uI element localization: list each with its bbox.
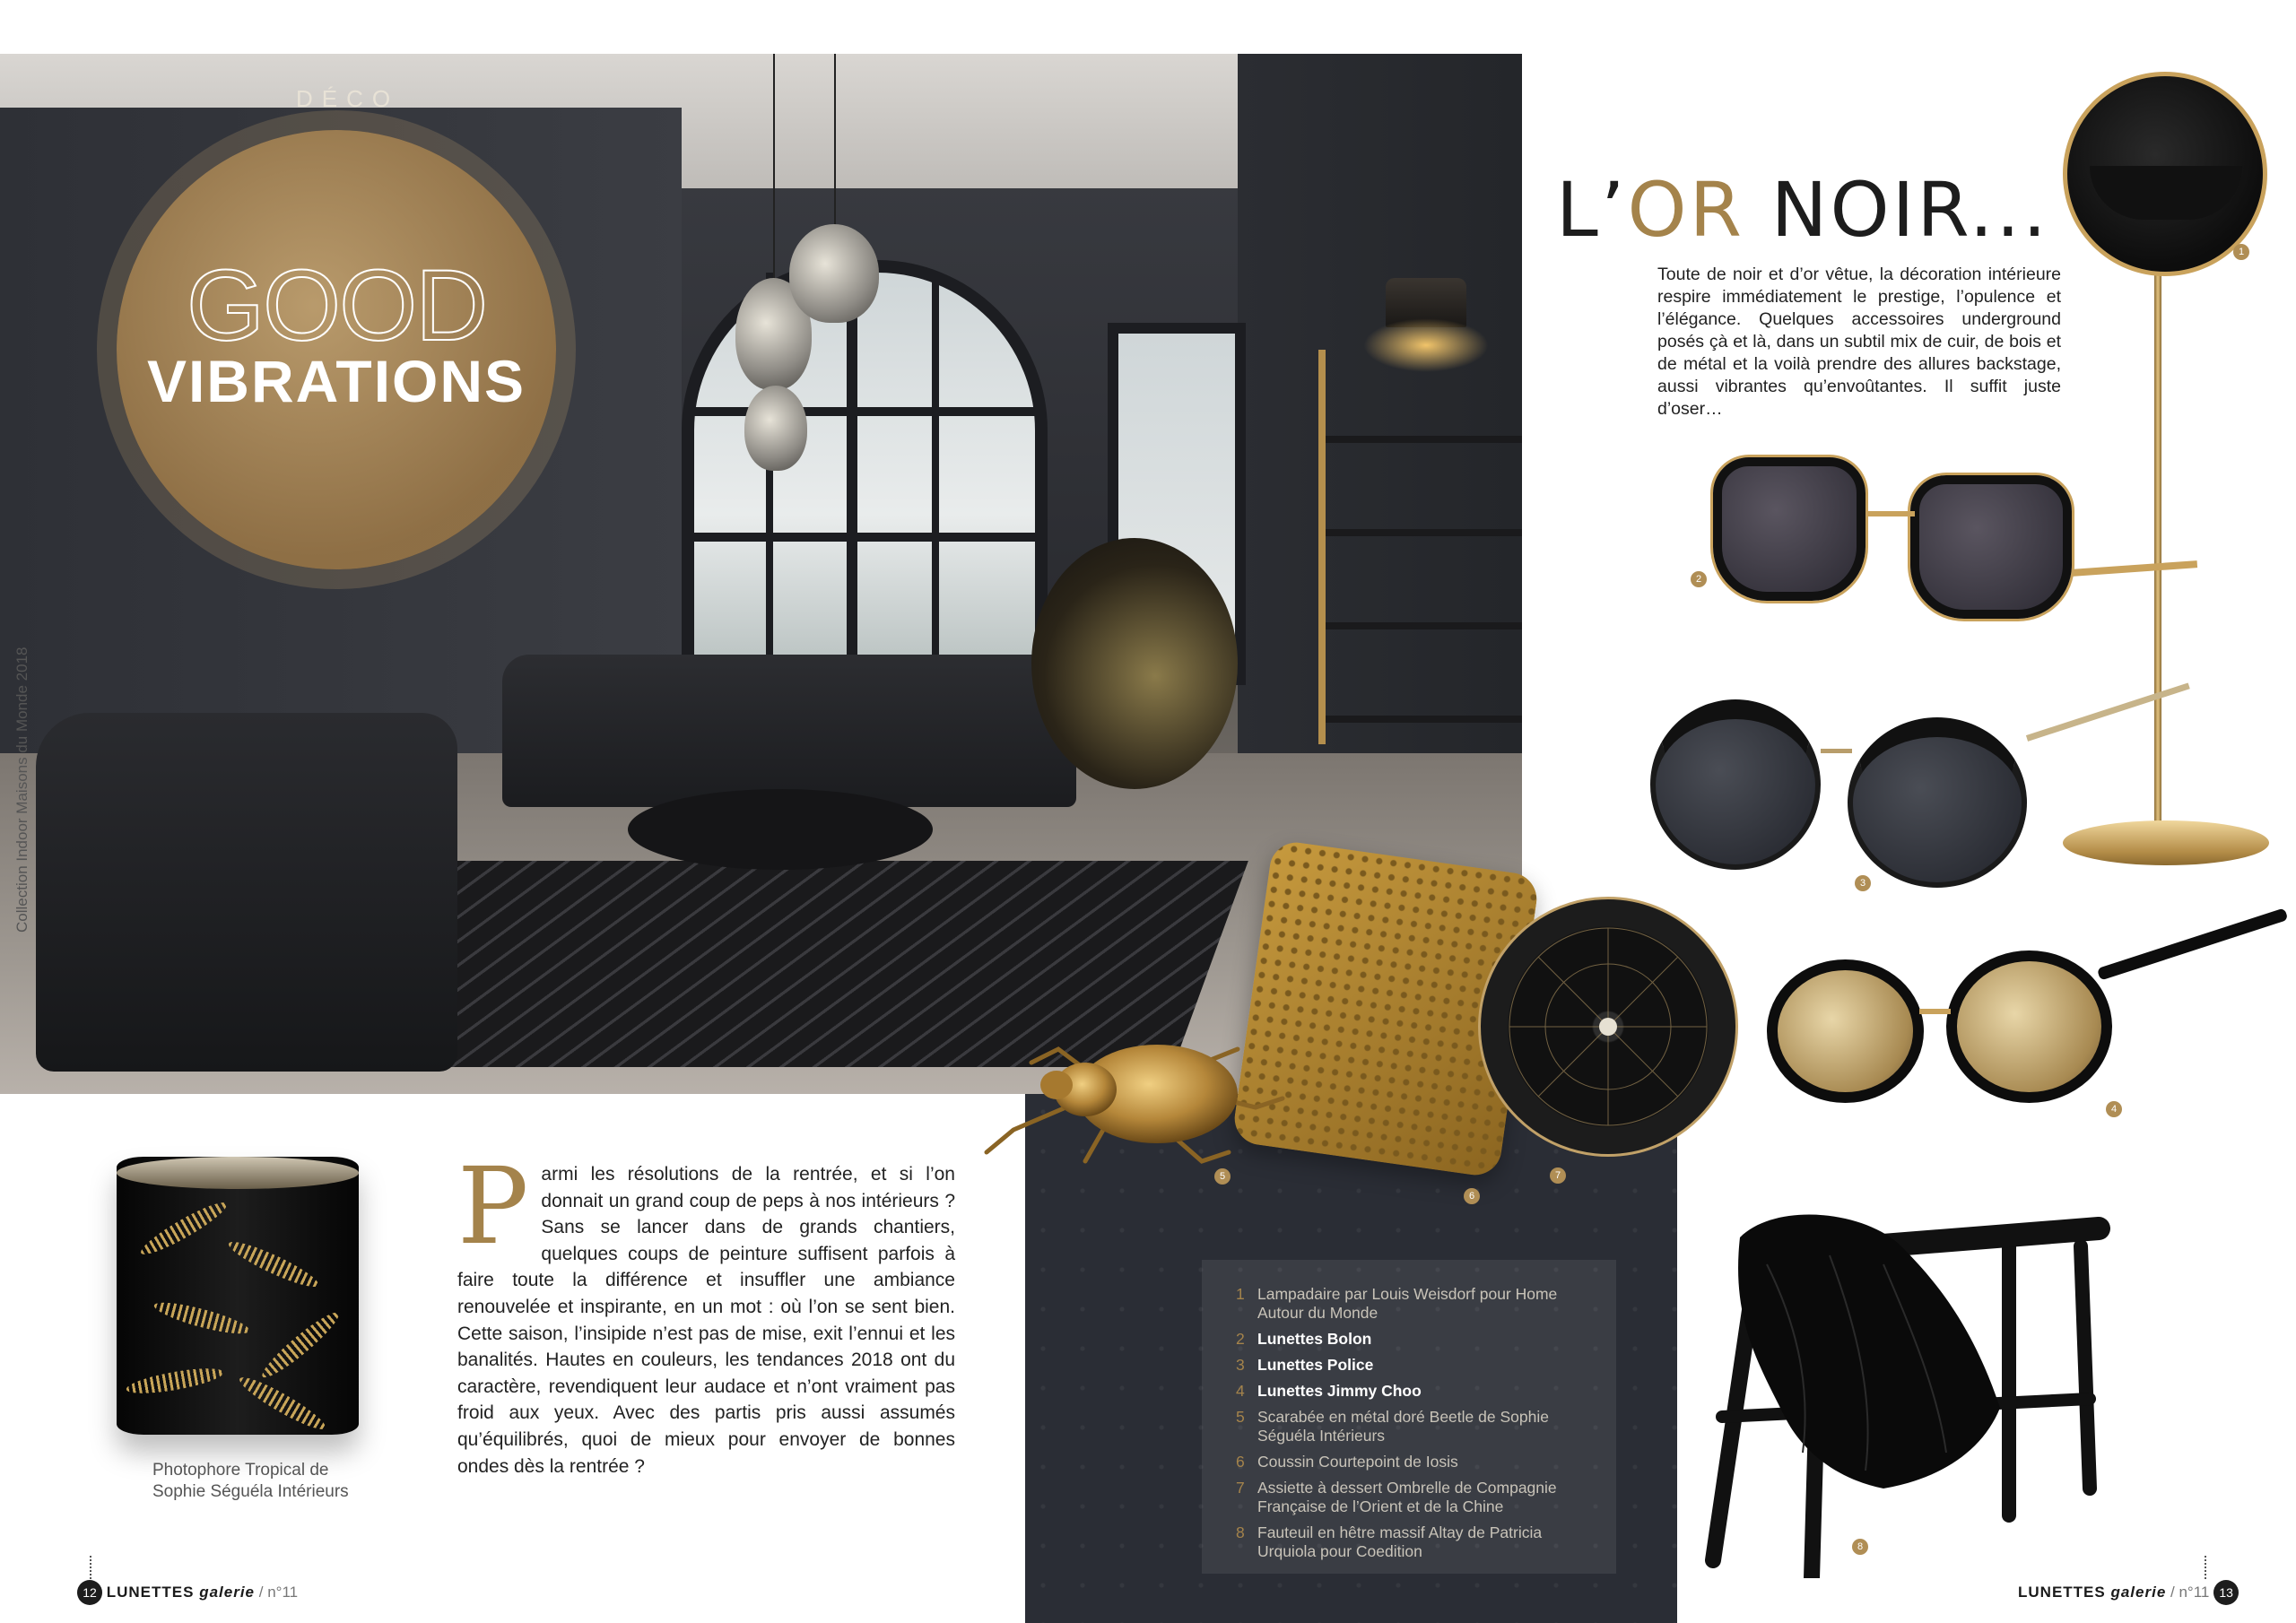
- list-item: 8 Fauteuil en hêtre massif Altay de Patricia Urquiola pour Coedition: [1236, 1523, 1543, 1560]
- list-item: 6 Coussin Courtepoint de Iosis: [1236, 1453, 1458, 1471]
- right-heading: L’OR NOIR...: [1556, 166, 2049, 254]
- badge-7: 7: [1550, 1167, 1566, 1184]
- bolon-sunglasses-image: [1704, 448, 2206, 628]
- list-item: 2 Lunettes Bolon: [1236, 1330, 1372, 1348]
- list-item: 1 Lampadaire par Louis Weisdorf pour Home Autour du Monde: [1236, 1285, 1558, 1322]
- beetle-image: [978, 995, 1292, 1175]
- issue-number: / n°11: [258, 1584, 299, 1601]
- heading-gold-word: OR: [1627, 166, 1744, 254]
- plate-image: [1478, 897, 1738, 1157]
- article-text: armi les résolutions de la rentrée, et si l’on donnait un grand coup de peps à nos intérieurs ? Sans se lancer dans de grands chantiers, quelques coups de peinture suffisent parfois à faire toute la différence et insuffler une ambiance renouvelée et inspirante, en un mot : où l’on se sent bien. Cette saison, l’insipide n’est pas de mise, exit l’ennui et les banalités. Hautes en couleurs, les tendances 2018 ont du caractère, revendiquent leur audace et n’ont vraiment pas froid aux yeux. Avec des partis pris aussi assumés qu’équilibrés, quoi de mieux pour envoyer de bonnes ondes dès la rentrée ?: [457, 1164, 955, 1477]
- photo-lamp-glow: [1363, 318, 1489, 372]
- badge-4: 4: [2106, 1101, 2122, 1117]
- page-number: 12: [77, 1580, 102, 1605]
- article-body: [457, 1144, 955, 1480]
- candle-caption: Photophore Tropical de Sophie Séguéla Intérieurs: [152, 1461, 349, 1501]
- photo-coffee-table: [628, 789, 933, 870]
- police-sunglasses-image: [1650, 681, 2206, 879]
- product-list: [1236, 1285, 1595, 1568]
- list-item: 4 Lunettes Jimmy Choo: [1236, 1382, 1422, 1400]
- footer-right: [2018, 1580, 2239, 1605]
- page-title-line1: GOOD: [186, 249, 487, 361]
- photo-armchair: [36, 713, 457, 1072]
- photo-egg-chair: [1031, 538, 1238, 789]
- candle-holder-image: [117, 1157, 359, 1435]
- photo-shelf: [1318, 350, 1522, 744]
- photo-sofa: [502, 655, 1076, 807]
- list-item: 7 Assiette à dessert Ombrelle de Compagnie Française de l’Orient et de la Chine: [1236, 1479, 1557, 1515]
- jimmy-choo-sunglasses-image: [1767, 915, 2296, 1112]
- issue-number: / n°11: [2170, 1584, 2210, 1601]
- badge-2: 2: [1691, 571, 1707, 587]
- brand-logo: LUNETTES galerie: [2018, 1584, 2167, 1601]
- drop-cap: P: [457, 1144, 529, 1268]
- list-item: 5 Scarabée en métal doré Beetle de Sophie Séguéla Intérieurs: [1236, 1408, 1549, 1445]
- badge-6: 6: [1464, 1188, 1480, 1204]
- pendant-lamp: [744, 386, 807, 471]
- page-title-line2: VIBRATIONS: [146, 348, 526, 414]
- pendant-lamp: [789, 224, 879, 323]
- footer-left: [77, 1580, 298, 1605]
- badge-5: 5: [1214, 1168, 1231, 1185]
- section-label: DÉCO: [296, 85, 400, 112]
- photo-credit: Collection Indoor Maisons du Monde 2018: [13, 647, 30, 933]
- badge-1: 1: [2233, 244, 2249, 260]
- brand-logo: LUNETTES galerie: [106, 1584, 256, 1601]
- badge-8: 8: [1852, 1539, 1868, 1555]
- page-number: 13: [2213, 1580, 2239, 1605]
- badge-3: 3: [1855, 875, 1871, 891]
- armchair-image: [1704, 1184, 2117, 1578]
- intro-text: Toute de noir et d’or vêtue, la décoration intérieure respire immédiatement le prestige, l’opulence et l’élégance. Quelques accessoires underground posés çà et là, dans un subtil mix de cuir, de bois et de métal et la voilà prendre des allures backstage, aussi vibrantes qu’envoûtantes. Il suffit juste d’oser…: [1657, 265, 2061, 419]
- list-item: 3 Lunettes Police: [1236, 1356, 1374, 1374]
